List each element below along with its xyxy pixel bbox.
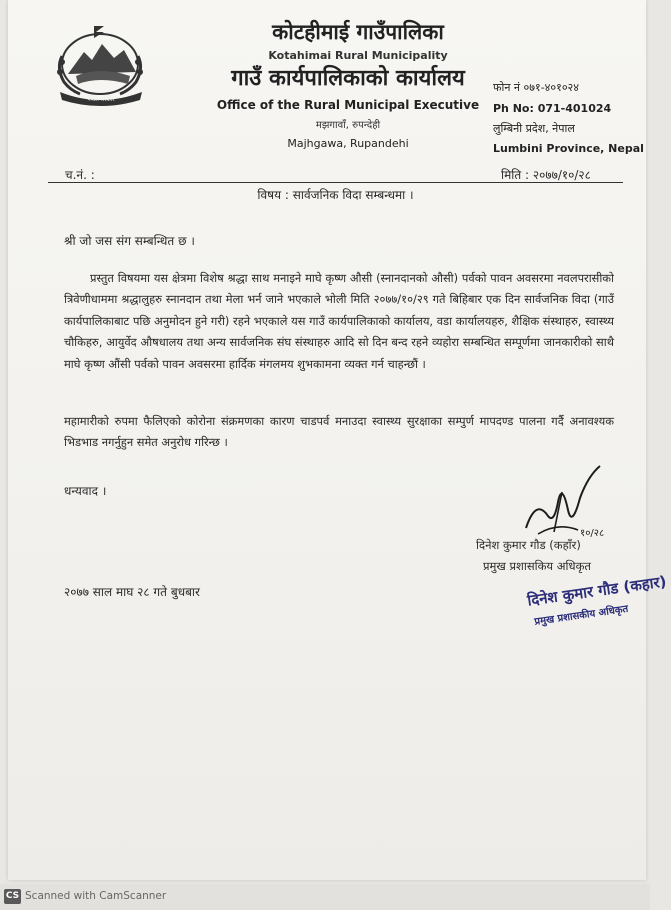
signer-title: प्रमुख प्रशासकिय अधिकृत	[483, 559, 591, 573]
letter-page	[8, 0, 668, 880]
closing-thanks: धन्यवाद ।	[64, 484, 107, 498]
signer-name: दिनेश कुमार गौड (कहाँर)	[476, 538, 581, 552]
header-divider	[48, 182, 623, 183]
stamp-title: प्रमुख प्रशासकीय अधिकृत	[533, 603, 629, 628]
stamp-name: दिनेश कुमार गौड (कहार)	[526, 572, 668, 610]
official-stamp	[523, 563, 668, 636]
letter-date: मिति : २०७७/१०/२८	[501, 168, 591, 182]
nepal-emblem-icon	[50, 12, 168, 108]
body-paragraph-1: प्रस्तुत विषयमा यस क्षेत्रमा विशेष श्रद्धा साथ मनाइने माघे कृष्ण औसी (स्नानदानको औसी) पर्वको पावन अवसरमा नवलपरासीको त्रिवेणीधाममा श्रद्धालुहरु स्नानदान तथा मेला भर्न जाने भएकाले भोली मिति २०७७/१०/२९ गते बिहिबार एक दिन सार्वजनिक विदा (गाउँ कार्यपालिकाबाट पछि अनुमोदन हुने गरी) रहने भएकाले यस गाउँ कार्यपालिकाको कार्यालय, वडा कार्यालयहरु, शैक्षिक संस्थाहरु, स्वास्थ्य चौकिहरु, आयुर्वेद औषधालय तथा अन्य सार्वजनिक संघ संस्थाहरु आदि सो दिन बन्द रहने व्यहोरा सम्बन्धित सम्पूर्णमा जानकारीको साथै माघे कृष्ण औंसी पर्वको पावन अवसरमा हार्दिक मंगलमय शुभकामना व्यक्त गर्न चाहन्छौं ।	[64, 271, 614, 371]
municipality-name-nepali: कोटहीमाई गाउँपालिका	[272, 20, 444, 44]
phone-nepali: फोन नं ०७१-४०१०२४	[493, 81, 579, 94]
handwritten-signature	[518, 458, 623, 548]
svg-text:नेपाल सरकार: नेपाल सरकार	[87, 97, 115, 103]
reference-number-label: च.नं. :	[65, 168, 95, 182]
svg-text:१०/२८: १०/२८	[580, 528, 605, 539]
office-name-nepali: गाउँ कार्यपालिकाको कार्यालय	[231, 66, 465, 91]
camscanner-logo-icon: CS	[4, 889, 21, 904]
body-paragraph-2: महामारीको रुपमा फैलिएको कोरोना संक्रमणका कारण चाडपर्व मनाउदा स्वास्थ्य सुरक्षाका सम्पुर्ण मापदण्ड पालना गर्दै अनावश्यक भिडभाड नगर्नुहुन समेत अनुरोध गरिन्छ ।	[64, 414, 614, 450]
province-english: Lumbini Province, Nepal	[493, 142, 644, 155]
municipality-name-english: Kotahimai Rural Municipality	[268, 49, 448, 62]
location-english: Majhgawa, Rupandehi	[287, 137, 409, 150]
scanner-footer	[0, 884, 650, 910]
location-nepali: मझगावाँ, रुपन्देही	[315, 120, 381, 131]
office-name-english: Office of the Rural Municipal Executive	[216, 98, 480, 112]
issue-date: २०७७ साल माघ २८ गते बुधबार	[64, 585, 200, 599]
phone-english: Ph No: 071-401024	[493, 102, 612, 115]
letter-subject: विषय : सार्वजनिक विदा सम्बन्धमा ।	[257, 188, 414, 202]
salutation: श्री जो जस संग सम्बन्धित छ ।	[64, 234, 195, 248]
scanner-watermark-text: Scanned with CamScanner	[25, 890, 167, 902]
province-nepali: लुम्बिनी प्रदेश, नेपाल	[493, 122, 575, 135]
